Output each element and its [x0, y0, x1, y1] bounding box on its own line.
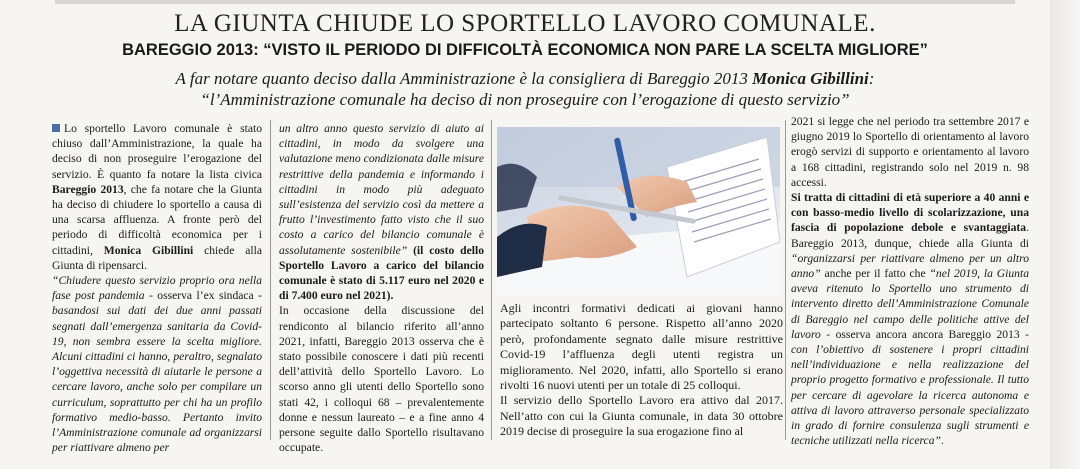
- col2-quote: [279, 121, 484, 303]
- text: - osserva ancora ancora Bareggio 2013 -: [820, 327, 1029, 341]
- bold-text: Bareggio 2013: [52, 182, 124, 196]
- right-edge-strip: [1050, 0, 1080, 469]
- italic-text: con l’obiettivo di sostenere i propri cittadini nell’individuazione e nella realizzazione del proprio progetto formativo e professionale. Il tutto per cercare di agevolare la ricerca autonoma e attiva di lavoro attraverso personale specializzato in grado di fornire consulenza sugli strumenti e tecniche utilizzati nella ricerca”: [791, 343, 1029, 448]
- col3-paragraph-1: Agli incontri formativi dedicati ai giovani hanno partecipato soltanto 6 persone. Rispetto all’anno 2020 però, profondamente segnato dalle misure restrittive Covid-19 l’affluenza degli utenti registra un miglioramento. Nel 2020, infatti, allo Sportello si erano rivolti 16 nuovi utenti per un totale di 25 colloqui.: [500, 301, 783, 393]
- text: anche per il fatto che: [820, 267, 930, 281]
- column-4: [791, 114, 1029, 448]
- italic-text: basandosi sui dati dei due anni passati segnati dall’emergenza sanitaria da Covid-19, non sembra essere la scelta migliore. Alcuni cittadini ci hanno, peraltro, segnalato l’oggettiva necessità di aiutarle le persone a cercare lavoro, anche solo per compilare un curriculum, soprattutto per chi ha un profilo formativo medio-basso. Pertanto invito l’Amministrazione comunale ad organizzarsi per riattivare almeno per: [52, 304, 262, 455]
- article-photo: [497, 127, 780, 295]
- text: , che fa notare che la Giunta ha deciso di chiudere lo sportello a causa di una scarsa affluenza. A fronte però del periodo di difficoltà economica per i cittadini,: [52, 182, 262, 257]
- column-divider: [270, 120, 271, 440]
- column-divider: [785, 120, 786, 440]
- text: .: [940, 434, 944, 448]
- column-1: [52, 121, 262, 455]
- bold-text: Si tratta di cittadini di età superiore a 40 anni e con basso-medio livello di scolarizzazione, una fascia di popolazione debole e svantaggiata: [791, 191, 1029, 235]
- paragraph-square-icon: [52, 124, 60, 132]
- text: Lo sportello Lavoro comunale è stato chiuso dall’Amministrazione, la quale ha deciso di non proseguire l’erogazione del servizio. È quanto fa notare la lista civica: [52, 122, 262, 181]
- col4-paragraph-1: 2021 si legge che nel periodo tra settembre 2017 e giugno 2019 lo Sportello di orientamento al lavoro erogò servizi di supporto e orientamento al lavoro a 168 cittadini, registrando solo nel 2019 n. 98 accessi.: [791, 115, 1029, 189]
- italic-text: un altro anno questo servizio di aiuto ai cittadini, in modo da svolgere una valutazione meno condizionata dalle misure restrittive della pandemia e informando i cittadini in modo più adeguato sull’esistenza del servizio così da mettere a frutto l’investimento fatto visto che il suo costo a carico del bilancio comunale è assolutamente sostenibile”: [279, 122, 484, 257]
- headline: LA GIUNTA CHIUDE LO SPORTELLO LAVORO COMUNALE.: [174, 10, 876, 37]
- text: chiede alla Giunta di ripensarci.: [52, 243, 262, 272]
- summary-line-2: “l’Amministrazione comunale ha deciso di non proseguire con l’erogazione di questo servizio”: [200, 90, 850, 109]
- summary: [0, 68, 1050, 110]
- col3-paragraph-2: Il servizio dello Sportello Lavoro era attivo dal 2017. Nell’atto con cui la Giunta comunale, in data 30 ottobre 2019 decise di proseguire la sua erogazione fino al: [500, 393, 783, 439]
- column-3: [500, 301, 783, 440]
- text: osserva l’ex sindaca -: [157, 289, 262, 303]
- column-divider: [491, 120, 492, 440]
- column-2: [279, 121, 484, 455]
- bold-text: Monica Gibillini: [103, 243, 194, 257]
- col4-paragraph-2: [791, 190, 1029, 448]
- col2-paragraph: In occasione della discussione del rendiconto al bilancio riferito all’anno 2021, infatti, Bareggio 2013 osserva che è stato possibile conoscere i dati più recenti dell’attività dello Sportello Lavoro. Lo scorso anno gli utenti dello Sportello sono stati 42, i colloqui 68 – prevalentemente donne e nessun laureato – e a fine anno 4 persone seguite dallo Sportello risultavano occupate.: [279, 304, 484, 455]
- italic-text: “nel 2019, la Giunta aveva ritenuto lo Sportello uno strumento di intervento diretto dell’Amministrazione Comunale di Bareggio nel campo delle politiche attive del lavoro: [791, 267, 1029, 341]
- summary-line-1: [0, 68, 1050, 89]
- italic-text: “organizzarsi per riattivare almeno per un altro anno”: [791, 251, 1029, 281]
- hands-signing-document-image: [497, 127, 780, 295]
- top-rule: [55, 0, 1015, 4]
- summary-name: Monica Gibillini: [752, 69, 869, 88]
- col1-paragraph: [52, 121, 262, 273]
- col1-quote: [52, 273, 262, 455]
- italic-text: “Chiudere questo servizio proprio ora nella fase post pandemia -: [52, 274, 262, 303]
- summary-colon: :: [868, 69, 875, 88]
- bold-text: (il costo dello Sportello Lavoro a carico del bilancio comunale è stato di 5.117 euro nel 2020 e di 7.400 euro nel 2021).: [279, 243, 484, 303]
- subheadline: BAREGGIO 2013: “VISTO IL PERIODO DI DIFFICOLTÀ ECONOMICA NON PARE LA SCELTA MIGLIORE”: [122, 41, 928, 59]
- text: . Bareggio 2013, dunque, chiede alla Giunta di: [791, 221, 1029, 250]
- summary-text: A far notare quanto deciso dalla Amministrazione è la consigliera di Bareggio 2013: [175, 69, 753, 88]
